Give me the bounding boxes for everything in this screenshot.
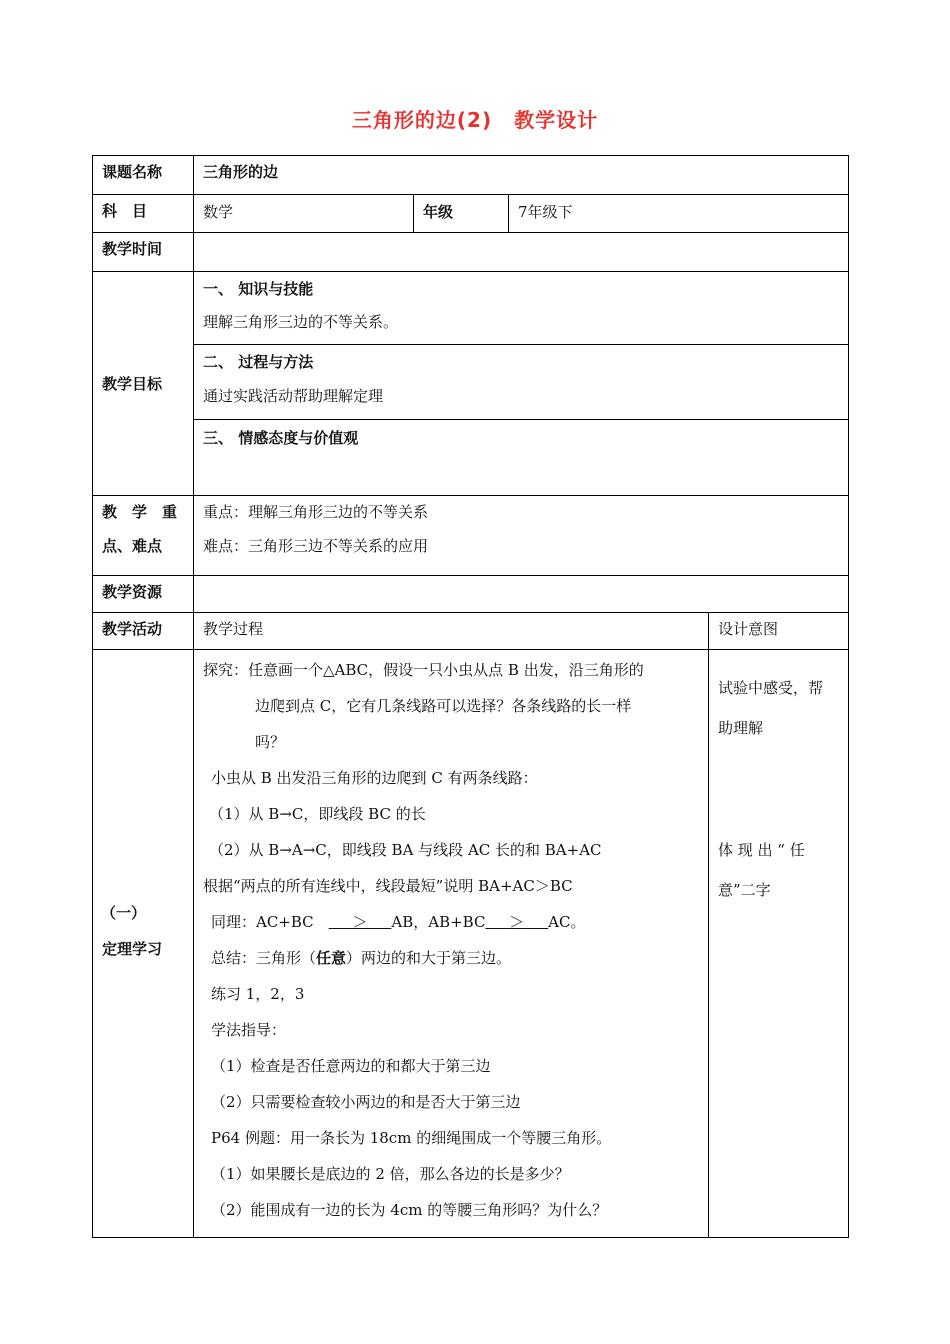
row-activities-header: [93, 613, 849, 650]
same-blank-2: [485, 904, 548, 940]
activities-label-cell: [93, 613, 194, 650]
row-goals: [93, 272, 849, 496]
keypoint-key: 重点：理解三角形三边的不等关系: [203, 503, 429, 521]
keypoints-label-line2: 点、难点: [102, 537, 163, 555]
same-blank-1: [329, 904, 392, 940]
topic-value: 三角形的边: [203, 163, 279, 181]
goals-label-cell: [93, 272, 194, 496]
process-line: 探究：任意画一个△ABC，假设一只小虫从点 B 出发，沿三角形的: [203, 661, 644, 679]
process-line: 小虫从 B 出发沿三角形的边爬到 C 有两条线路：: [211, 769, 538, 787]
title-part1: 三角形的边(2): [351, 108, 493, 132]
goal-knowledge: [194, 272, 848, 345]
summary-suffix: ）两边的和大于第三边。: [346, 949, 512, 967]
intent-header: 设计意图: [718, 620, 779, 638]
goal-process-heading: 二、 过程与方法: [203, 353, 314, 371]
intent-2-line2: 意”二字: [718, 881, 771, 899]
summary-prefix: 总结：三角形（: [211, 949, 317, 967]
document-title: [0, 104, 950, 133]
process-header-cell: [194, 613, 709, 650]
time-label: 教学时间: [102, 240, 163, 258]
section1-label-line1: （一）: [101, 904, 147, 922]
section1-label-cell: [93, 650, 194, 1238]
time-value: [194, 233, 848, 238]
keypoints-label-cell: [93, 496, 194, 576]
goal-knowledge-text: 理解三角形三边的不等关系。: [203, 313, 399, 331]
same-blank-1-value: ＞: [352, 913, 368, 931]
same-mid: AB，AB+BC: [391, 913, 486, 931]
section1-intent-cell: [709, 650, 849, 1238]
process-line: 练习 1，2，3: [211, 985, 305, 1003]
goal-attitude-heading: 三、 情感态度与价值观: [203, 429, 359, 447]
intent-1-line1: 试验中感受，帮: [718, 679, 824, 697]
section1-intent: [709, 650, 848, 910]
summary-line: [203, 940, 708, 976]
goal-process-text: 通过实践活动帮助理解定理: [203, 387, 384, 405]
process-line: （1）如果腰长是底边的 2 倍，那么各边的长是多少？: [211, 1165, 570, 1183]
row-topic: [93, 156, 849, 195]
grade-value-cell: [509, 195, 849, 233]
goal-attitude-text: [203, 448, 848, 460]
process-line: 吗？: [255, 733, 286, 751]
goal-attitude: [194, 420, 848, 495]
title-part2: 教学设计: [514, 108, 599, 132]
topic-value-cell: [194, 156, 849, 195]
row-section1: [93, 650, 849, 1238]
resources-label-cell: [93, 576, 194, 613]
row-time: [93, 233, 849, 272]
goals-content-cell: [194, 272, 849, 496]
process-header: 教学过程: [203, 620, 264, 638]
grade-label-cell: [414, 195, 509, 233]
subject-value-cell: [194, 195, 414, 233]
process-line: （1）检查是否任意两边的和都大于第三边: [211, 1057, 491, 1075]
process-line: （1）从 B→C，即线段 BC 的长: [209, 805, 426, 823]
row-subject: [93, 195, 849, 233]
activities-label: 教学活动: [102, 620, 163, 638]
same-suffix: AC。: [548, 913, 586, 931]
grade-label: 年级: [423, 203, 454, 221]
topic-label-cell: [93, 156, 194, 195]
subject-label-cell: [93, 195, 194, 233]
summary-emph: 任意: [316, 949, 347, 967]
section1-process: [194, 650, 708, 1228]
same-blank-2-value: ＞: [509, 913, 525, 931]
process-line: （2）从 B→A→C，即线段 BA 与线段 AC 长的和 BA+AC: [209, 841, 602, 859]
resources-value-cell: [194, 576, 849, 613]
same-prefix: 同理：AC+BC: [211, 913, 314, 931]
process-line: 根据“两点的所有连线中，线段最短”说明 BA+AC＞BC: [203, 877, 573, 895]
section1-process-cell: [194, 650, 709, 1238]
keypoints-label-line1: 教 学 重: [102, 503, 178, 521]
intent-1-line2: 助理解: [718, 719, 764, 737]
goal-knowledge-heading: 一、 知识与技能: [203, 280, 314, 298]
grade-value: 7年级下: [518, 203, 573, 221]
goal-process: [194, 345, 848, 420]
keypoints-content-cell: [194, 496, 849, 576]
time-value-cell: [194, 233, 849, 272]
resources-label: 教学资源: [102, 583, 163, 601]
resources-value: [194, 576, 848, 581]
process-line: 学法指导：: [211, 1021, 287, 1039]
section1-label-line2: 定理学习: [102, 940, 163, 958]
topic-label: 课题名称: [102, 163, 163, 181]
process-line: （2）能围成有一边的长为 4cm 的等腰三角形吗？为什么？: [211, 1201, 608, 1219]
lesson-plan-table: [92, 155, 849, 1238]
time-label-cell: [93, 233, 194, 272]
row-resources: [93, 576, 849, 613]
row-keypoints: [93, 496, 849, 576]
subject-value: 数学: [203, 203, 234, 221]
subject-label: 科 目: [102, 202, 148, 220]
keypoint-difficult: 难点：三角形三边不等关系的应用: [203, 537, 429, 555]
intent-header-cell: [709, 613, 849, 650]
process-line: （2）只需要检查较小两边的和是否大于第三边: [211, 1093, 521, 1111]
goals-label: 教学目标: [102, 375, 163, 393]
intent-2-line1: 体 现 出 “ 任: [718, 841, 805, 859]
same-reason-line: [203, 904, 708, 940]
process-line: P64 例题：用一条长为 18cm 的细绳围成一个等腰三角形。: [211, 1129, 612, 1147]
process-line: 边爬到点 C，它有几条线路可以选择？各条线路的长一样: [255, 697, 632, 715]
